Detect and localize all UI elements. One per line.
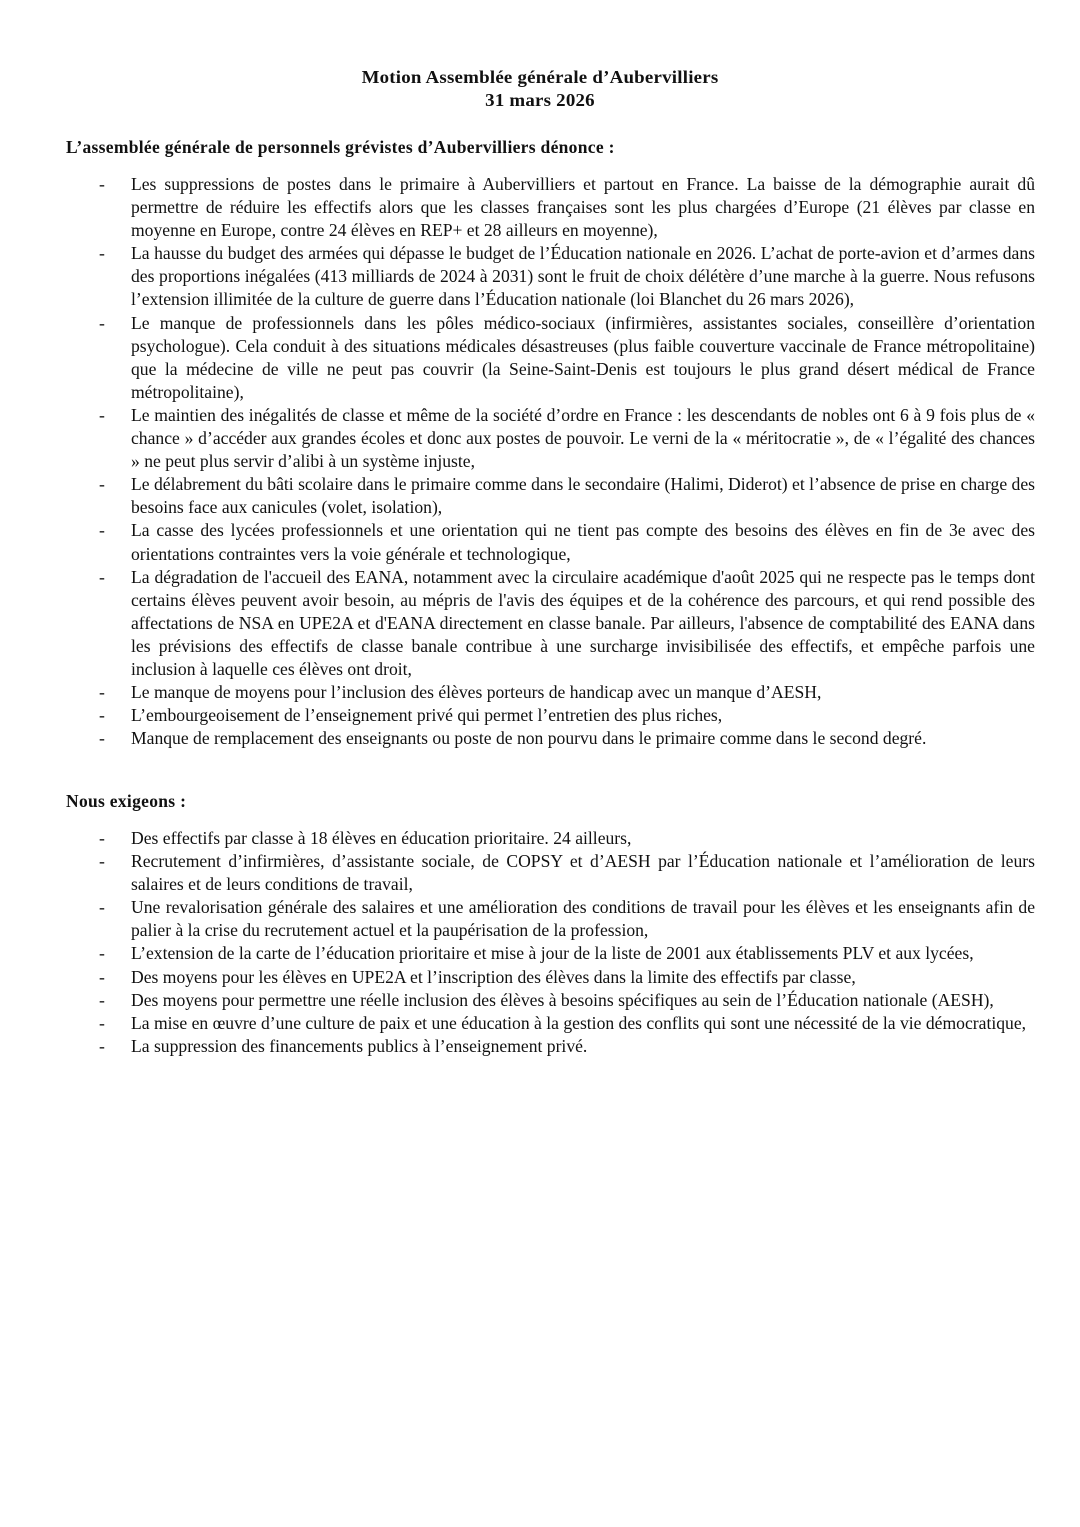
bullet-dash: - <box>99 682 105 703</box>
list-item: - Manque de remplacement des enseignants ou poste de non pourvu dans le primaire comme dans le second degré. <box>0 727 1035 750</box>
bullet-dash: - <box>99 474 105 495</box>
bullet-dash: - <box>99 728 105 749</box>
document-title <box>0 66 1080 112</box>
exigeons-list <box>0 827 1080 1058</box>
list-item: - Des effectifs par classe à 18 élèves en éducation prioritaire. 24 ailleurs, <box>0 827 1035 850</box>
bullet-dash: - <box>99 851 105 872</box>
list-item: - L’extension de la carte de l’éducation prioritaire et mise à jour de la liste de 2001 aux établissements PLV et aux lycées, <box>0 942 1035 965</box>
list-item: - Des moyens pour les élèves en UPE2A et l’inscription des élèves dans la limite des effectifs par classe, <box>0 966 1035 989</box>
bullet-dash: - <box>99 174 105 194</box>
bullet-dash: - <box>99 705 105 726</box>
bullet-dash: - <box>99 566 105 587</box>
list-item: - La casse des lycées professionnels et une orientation qui ne tient pas compte des besoins des élèves en fin de 3e avec des orientations contraintes vers la voie générale et technologique, <box>99 520 1035 564</box>
section-heading-denonce: L’assemblée générale de personnels grévistes d’Aubervilliers dénonce : <box>66 137 615 157</box>
bullet-dash: - <box>99 897 105 918</box>
list-item: - La hausse du budget des armées qui dépasse le budget de l’Éducation nationale en 2026. L’achat de porte-avion et d’armes dans des proportions inégalées (413 milliards de 2024 à 2031) sont le fruit de choix délétère d’une marche à la guerre. Nous refusons l’extension illimitée de la culture de guerre dans l’Éducation nationale (loi Blanchet du 26 mars 2026), <box>99 243 1035 310</box>
section-heading-exigeons: Nous exigeons : <box>66 791 187 811</box>
bullet-dash: - <box>99 520 105 541</box>
bullet-dash: - <box>99 989 105 1010</box>
list-item: - Recrutement d’infirmières, d’assistante sociale, de COPSY et d’AESH par l’Éducation nationale et l’amélioration de leurs salaires et de leurs conditions de travail, <box>99 851 1035 895</box>
list-item: - Des moyens pour permettre une réelle inclusion des élèves à besoins spécifiques au sein de l’Éducation nationale (AESH), <box>0 989 1035 1012</box>
bullet-dash: - <box>99 943 105 964</box>
list-item: - Le délabrement du bâti scolaire dans le primaire comme dans le secondaire (Halimi, Diderot) et l’absence de prise en charge des besoins face aux canicules (volet, isolation), <box>99 474 1035 518</box>
list-item: - Une revalorisation générale des salaires et une amélioration des conditions de travail pour les élèves et les enseignants afin de palier à la crise du recrutement actuel et la paupérisation de la profession, <box>99 897 1035 941</box>
title-date: 31 mars 2026 <box>485 90 595 110</box>
list-item: - Le manque de moyens pour l’inclusion des élèves porteurs de handicap avec un manque d’AESH, <box>0 681 1035 704</box>
list-item: - La suppression des financements publics à l’enseignement privé. <box>0 1035 1035 1058</box>
list-item: - Le manque de professionnels dans les pôles médico-sociaux (infirmières, assistantes sociales, conseillère d’orientation psychologue). Cela conduit à des situations médicales désastreuses (plus faible couverture vaccinale de France métropolitaine) que la médecine de ville ne peut pas couvrir (la Seine-Saint-Denis est toujours le plus grand désert médical de France métropolitaine), <box>99 312 1035 402</box>
denonce-list <box>0 173 1080 750</box>
list-item: - L’embourgeoisement de l’enseignement privé qui permet l’entretien des plus riches, <box>0 704 1035 727</box>
bullet-dash: - <box>99 1012 105 1033</box>
bullet-dash: - <box>99 1035 105 1056</box>
bullet-dash: - <box>99 312 105 333</box>
bullet-dash: - <box>99 828 105 848</box>
bullet-dash: - <box>99 404 105 425</box>
bullet-dash: - <box>99 243 105 264</box>
title-line-1: Motion Assemblée générale d’Aubervilliers <box>361 67 719 87</box>
list-item: - La dégradation de l'accueil des EANA, notamment avec la circulaire académique d'août 2025 qui ne respecte pas le temps dont certains élèves peuvent avoir besoin, au mépris de l'avis des équipes et de la cohérence des parcours, et qui rend possible des affectations de NSA en UPE2A et d'EANA directement en classe banale. Par ailleurs, l'absence de comptabilité des EANA dans les prévisions des effectifs de classe banale contribue à une surcharge invisibilisée des effectifs, et empêche parfois une inclusion à laquelle ces élèves ont droit, <box>99 566 1035 679</box>
list-item: - La mise en œuvre d’une culture de paix et une éducation à la gestion des conflits qui sont une nécessité de la vie démocratique, <box>0 1012 1035 1035</box>
list-item: - Les suppressions de postes dans le primaire à Aubervilliers et partout en France. La baisse de la démographie aurait dû permettre de réduire les effectifs alors que les classes françaises sont les plus chargées d’Europe (21 élèves par classe en moyenne en Europe, contre 24 élèves en REP+ et 28 ailleurs en moyenne), <box>99 174 1035 241</box>
list-item: - Le maintien des inégalités de classe et même de la société d’ordre en France : les descendants de nobles ont 6 à 9 fois plus de « chance » d’accéder aux grandes écoles et donc aux postes de pouvoir. Le verni de la « méritocratie », de « l’égalité des chances » ne peut plus servir d’alibi à un système injuste, <box>99 404 1035 472</box>
bullet-dash: - <box>99 966 105 987</box>
